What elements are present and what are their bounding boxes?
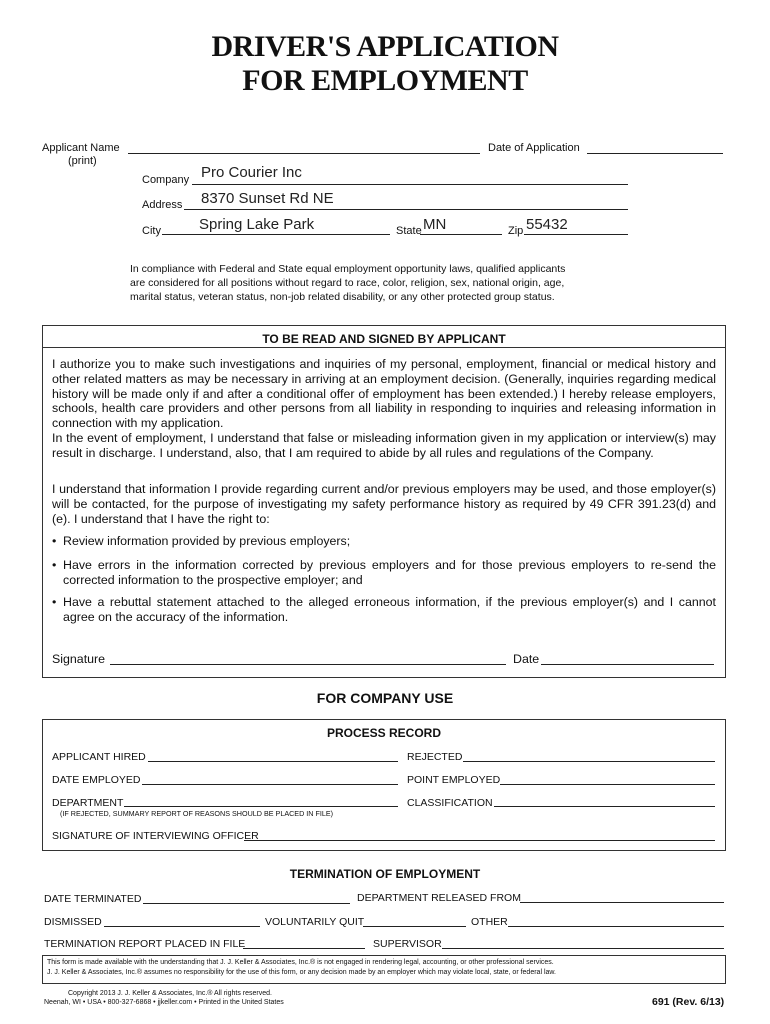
date-employed-label: DATE EMPLOYED (52, 774, 141, 786)
bullet-review: Review information provided by previous employers; (63, 534, 351, 548)
bullet-icon: • (52, 595, 57, 609)
signature-date-label: Date (513, 652, 540, 666)
company-use-heading: FOR COMPANY USE (316, 690, 454, 706)
form-title-line1: DRIVER'S APPLICATION (211, 30, 559, 63)
company-field-line (192, 184, 628, 185)
employment-paragraph: In the event of employment, I understand that false or misleading information given in my application or interview(s) may result in discharge. I understand, also, that I am required to abide by all rules and regulations of the Company. (52, 431, 716, 460)
address-field-line (184, 209, 628, 210)
bullet-icon: • (52, 558, 57, 572)
signature-field[interactable] (110, 664, 506, 665)
copyright-line1: Copyright 2013 J. J. Keller & Associates, Inc.® All rights reserved. (68, 990, 272, 997)
copyright-line2: Neenah, WI • USA • 800-327-6868 • jjkeller.com • Printed in the United States (44, 999, 284, 1006)
city-label: City (142, 225, 161, 237)
city-field[interactable]: Spring Lake Park (199, 216, 315, 233)
read-and-sign-heading: TO BE READ AND SIGNED BY APPLICANT (262, 332, 506, 346)
safety-performance-paragraph: I understand that information I provide regarding current and/or previous employers may be used, and those employer(s) will be contacted, for the purpose of investigating my safety performance history as required by 49 CFR 391.23(d) and (e). I understand that I have the right to: (52, 482, 716, 526)
department-field[interactable] (124, 806, 398, 807)
rejected-label: REJECTED (407, 751, 463, 763)
zip-label: Zip (508, 225, 524, 237)
print-label: (print) (68, 155, 97, 167)
disclaimer-line1: This form is made available with the understanding that J. J. Keller & Associates, Inc.® is not engaged in rendering legal, accounting, or other professional services. (47, 959, 554, 966)
form-title-line2: FOR EMPLOYMENT (242, 64, 528, 97)
signature-label: Signature (52, 652, 106, 666)
department-released-field[interactable] (520, 902, 724, 903)
disclaimer-line2: J. J. Keller & Associates, Inc.® assumes no responsibility for the use of this form, or any decision made by an employer which may violate local, state, or federal law. (47, 969, 557, 976)
bullet-icon: • (52, 534, 57, 548)
other-label: OTHER (471, 916, 508, 928)
company-label: Company (142, 174, 190, 186)
rejected-note: (IF REJECTED, SUMMARY REPORT OF REASONS SHOULD BE PLACED IN FILE) (60, 809, 334, 818)
report-placed-label: TERMINATION REPORT PLACED IN FILE (44, 938, 246, 950)
city-field-line (162, 234, 390, 235)
voluntarily-quit-label: VOLUNTARILY QUIT (265, 916, 365, 928)
state-label: State (396, 225, 422, 237)
signature-officer-field[interactable] (244, 840, 715, 841)
applicant-name-field[interactable] (128, 153, 480, 154)
point-employed-label: POINT EMPLOYED (407, 774, 501, 786)
applicant-hired-field[interactable] (148, 761, 398, 762)
address-label: Address (142, 199, 183, 211)
zip-field-line (524, 234, 628, 235)
point-employed-field[interactable] (500, 784, 715, 785)
date-terminated-field[interactable] (143, 903, 350, 904)
eeo-statement-line2: are considered for all positions without regard to race, color, religion, sex, national origin, age, (130, 277, 565, 289)
address-field[interactable]: 8370 Sunset Rd NE (201, 190, 334, 207)
state-field[interactable]: MN (423, 216, 447, 233)
applicant-name-label: Applicant Name (42, 142, 120, 154)
date-of-application-field[interactable] (587, 153, 723, 154)
applicant-hired-label: APPLICANT HIRED (52, 751, 146, 763)
termination-heading: TERMINATION OF EMPLOYMENT (289, 867, 481, 881)
date-employed-field[interactable] (142, 784, 398, 785)
rejected-field[interactable] (463, 761, 715, 762)
signature-officer-label: SIGNATURE OF INTERVIEWING OFFICER (52, 830, 259, 842)
supervisor-label: SUPERVISOR (373, 938, 442, 950)
bullet-errors: Have errors in the information corrected by previous employers and for those previous employers to re-send the corrected information to the prospective employer; and (63, 558, 716, 587)
classification-field[interactable] (494, 806, 715, 807)
company-field[interactable]: Pro Courier Inc (201, 164, 302, 181)
eeo-statement-line1: In compliance with Federal and State equal employment opportunity laws, qualified applicants (130, 263, 566, 275)
report-placed-field[interactable] (243, 948, 365, 949)
supervisor-field[interactable] (442, 948, 724, 949)
voluntarily-quit-field[interactable] (363, 926, 466, 927)
department-label: DEPARTMENT (52, 797, 124, 809)
heading-divider (42, 347, 726, 348)
dismissed-field[interactable] (104, 926, 260, 927)
bullet-rebuttal: Have a rebuttal statement attached to the alleged erroneous information, if the previous employer(s) and I cannot agree on the accuracy of the information. (63, 595, 716, 624)
dismissed-label: DISMISSED (44, 916, 102, 928)
state-field-line (420, 234, 502, 235)
authorization-paragraph: I authorize you to make such investigations and inquiries of my personal, employment, financial or medical history and other related matters as may be necessary in arriving at an employment decision. (Generally, inquiries regarding medical history will be made only if and after a conditional offer of employment has been extended.) I hereby release employers, schools, health care providers and other persons from all liability in responding to inquiries and releasing information in connection with my application. (52, 357, 716, 431)
department-released-label: DEPARTMENT RELEASED FROM (357, 892, 521, 904)
form-number: 691 (Rev. 6/13) (652, 996, 725, 1008)
signature-date-field[interactable] (541, 664, 714, 665)
date-terminated-label: DATE TERMINATED (44, 893, 142, 905)
other-field[interactable] (508, 926, 724, 927)
zip-field[interactable]: 55432 (526, 216, 568, 233)
eeo-statement-line3: marital status, veteran status, non-job related disability, or any other protected group status. (130, 291, 555, 303)
process-record-heading: PROCESS RECORD (326, 726, 442, 740)
classification-label: CLASSIFICATION (407, 797, 493, 809)
date-of-application-label: Date of Application (488, 142, 580, 154)
